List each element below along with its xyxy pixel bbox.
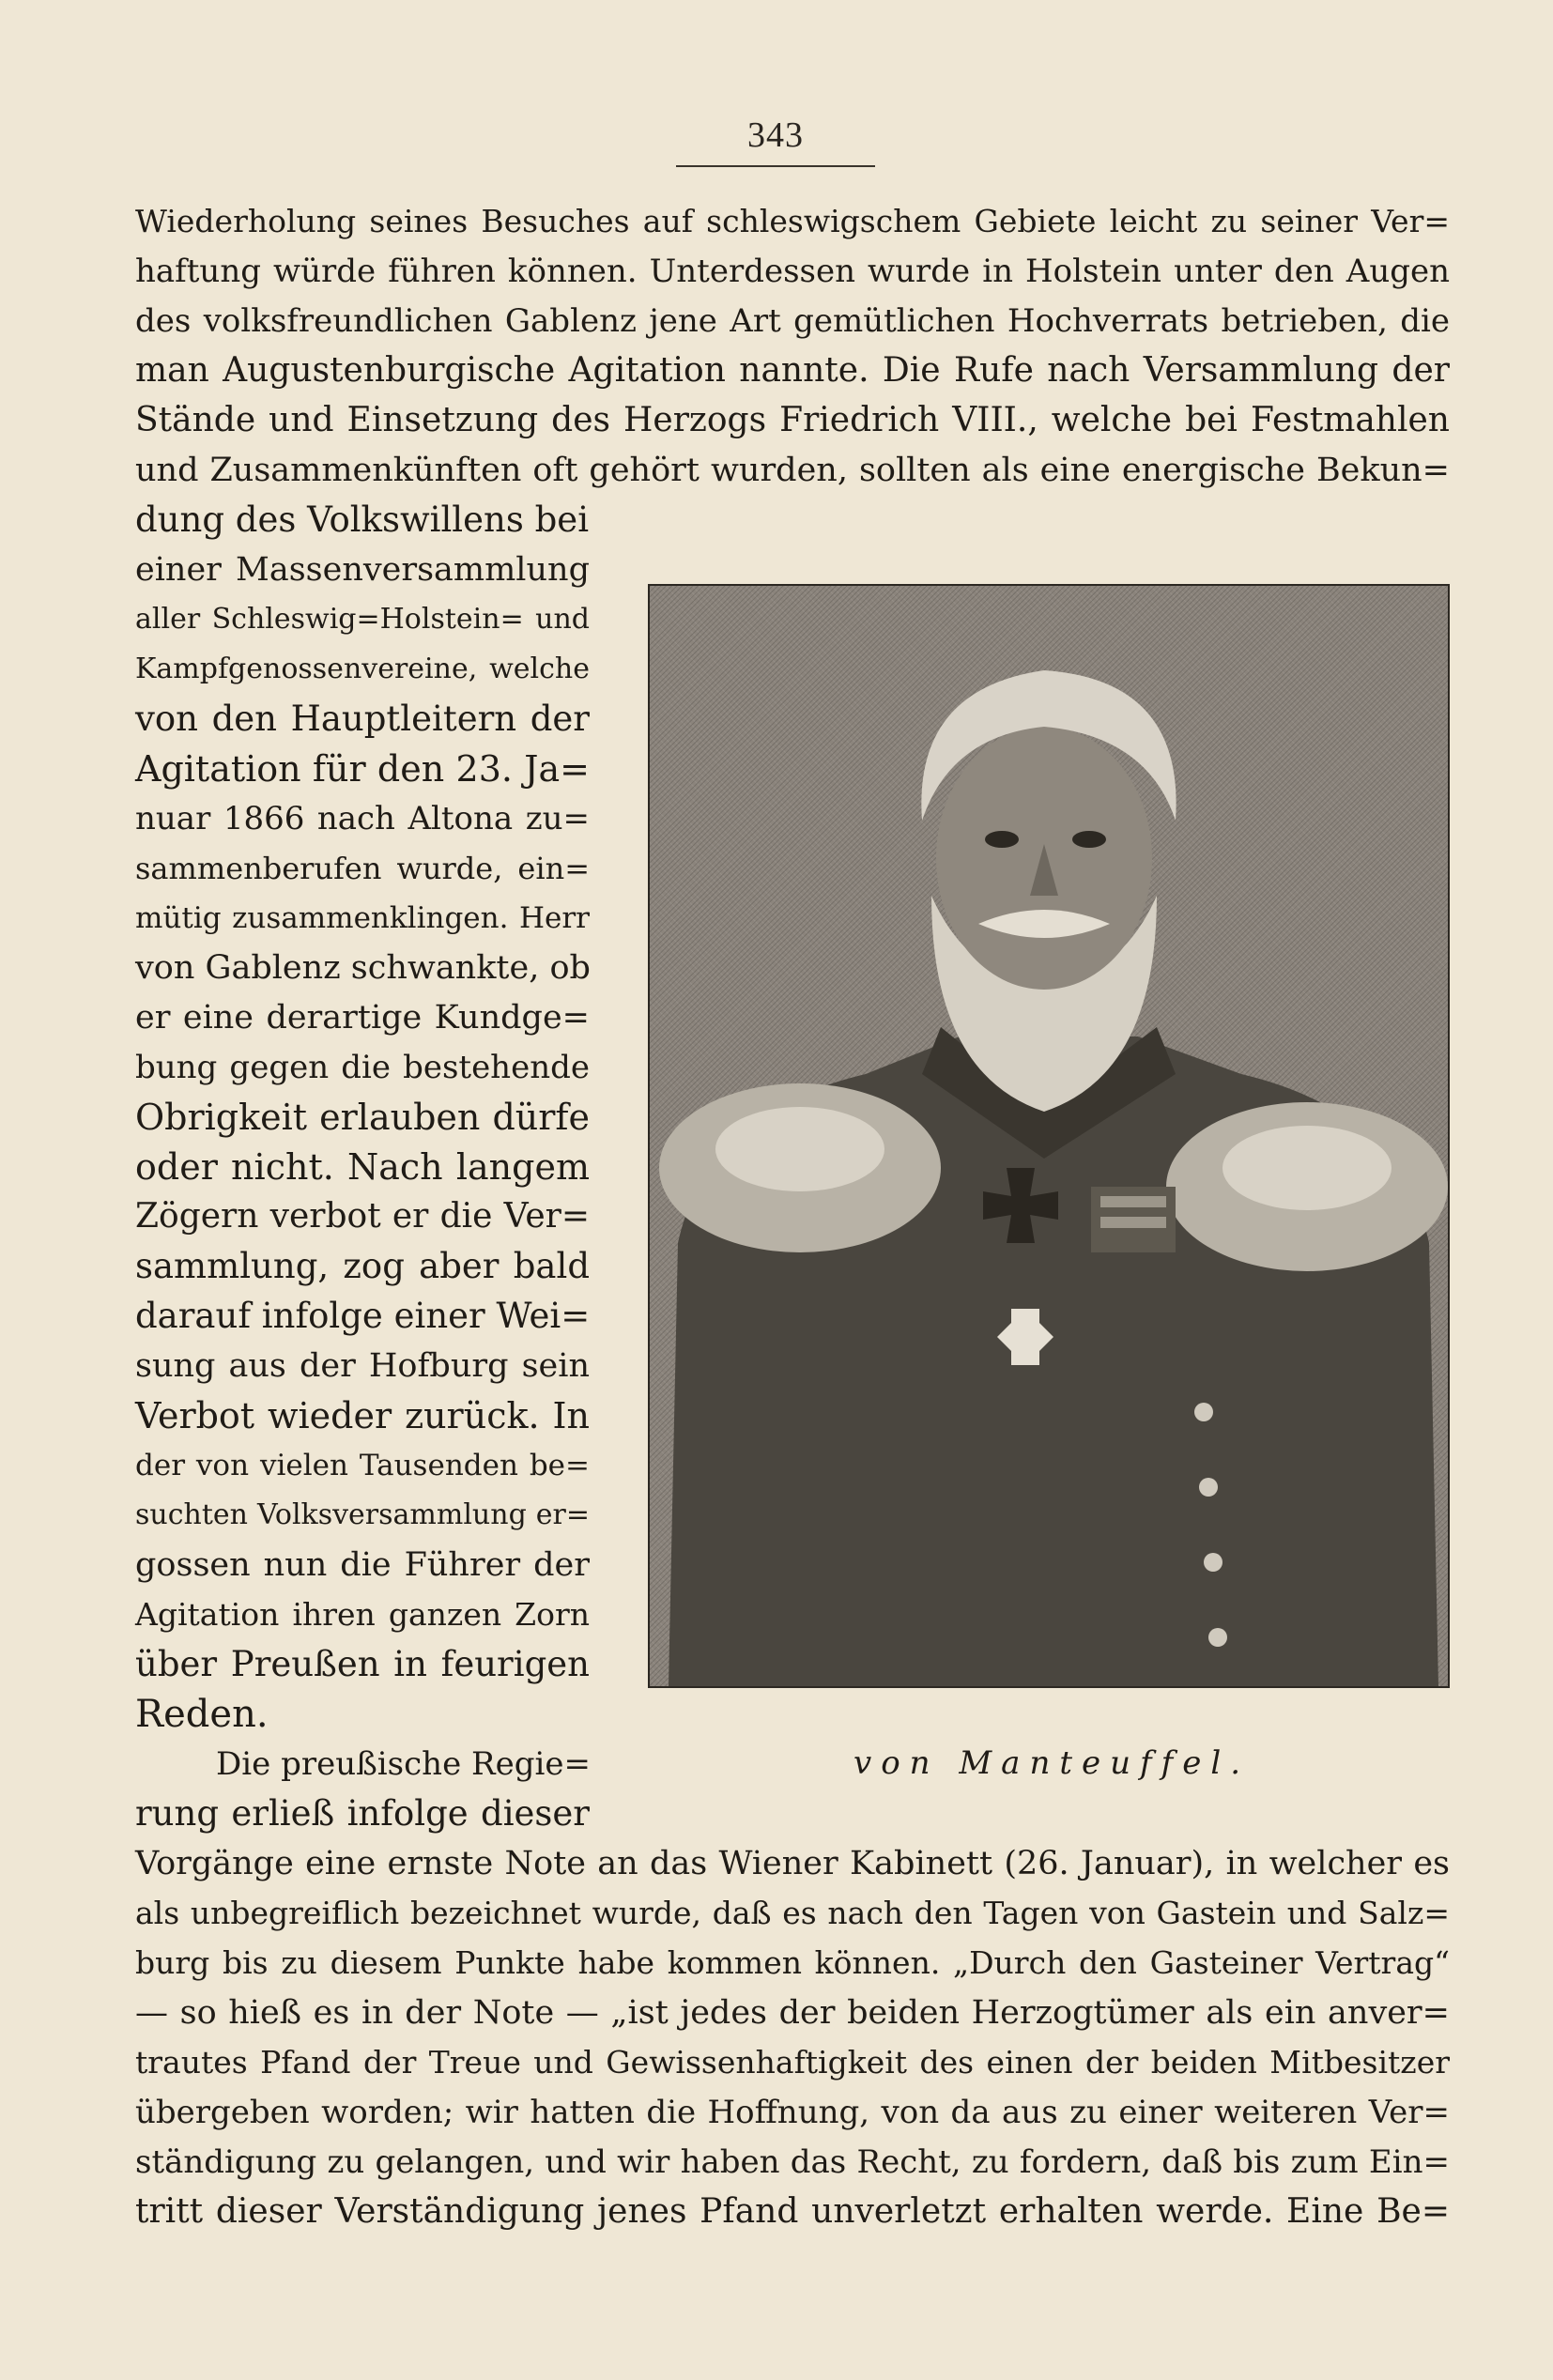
text-line: und Zusammenkünften oft gehört wurden, sollten als eine energische Bekun= [135, 452, 1450, 489]
text-line: nuar 1866 nach Altona zu= [135, 800, 590, 837]
text-line: man Augustenburgische Agitation nannte. Die Rufe nach Versammlung der [135, 351, 1450, 390]
text-line: mütig zusammenklingen. Herr [135, 901, 590, 935]
text-line: dung des Volkswillens bei [135, 499, 590, 540]
text-line: Obrigkeit erlauben dürfe [135, 1097, 590, 1138]
text-line: Stände und Einsetzung des Herzogs Friedrich VIII., welche bei Festmahlen [135, 401, 1450, 439]
text-line: von den Hauptleitern der [135, 699, 590, 739]
engraved-portrait-image [648, 584, 1450, 1688]
text-line: Kampfgenossenvereine, welche [135, 653, 590, 685]
portrait-caption: von Manteuffel. [853, 1744, 1251, 1782]
portrait-drawing [650, 586, 1448, 1686]
page-number: 343 [747, 115, 804, 155]
text-line: Die preußische Regie= [216, 1745, 591, 1783]
text-line: Vorgänge eine ernste Note an das Wiener Kabinett (26. Januar), in welcher es [135, 1845, 1450, 1882]
text-line: des volksfreundlichen Gablenz jene Art gemütlichen Hochverrats betrieben, die [135, 302, 1450, 340]
text-line: von Gablenz schwankte, ob [135, 949, 591, 987]
text-line: trautes Pfand der Treue und Gewissenhaftigkeit des einen der beiden Mitbesitzer [135, 2044, 1450, 2081]
text-line: einer Massenversammlung [135, 551, 590, 589]
text-line: tritt dieser Verständigung jenes Pfand unverletzt erhalten werde. Eine Be= [135, 2192, 1450, 2231]
text-line: bung gegen die bestehende [135, 1049, 590, 1086]
text-line: Verbot wieder zurück. In [135, 1395, 590, 1436]
text-line: suchten Volksversammlung er= [135, 1498, 590, 1531]
text-line: sung aus der Hofburg sein [135, 1347, 590, 1385]
text-line: haftung würde führen können. Unterdessen wurde in Holstein unter den Augen [135, 253, 1450, 290]
text-line: gossen nun die Führer der [135, 1546, 590, 1584]
text-line: der von vielen Tausenden be= [135, 1449, 590, 1482]
text-line: oder nicht. Nach langem [135, 1146, 590, 1188]
text-line: burg bis zu diesem Punkte habe kommen können. „Durch den Gasteiner Vertrag“ [135, 1944, 1450, 1981]
text-line: sammenberufen wurde, ein= [135, 851, 590, 886]
text-line: Wiederholung seines Besuches auf schleswigschem Gebiete leicht zu seiner Ver= [135, 203, 1450, 239]
text-line: übergeben worden; wir hatten die Hoffnung, von da aus zu einer weiteren Ver= [135, 2094, 1450, 2131]
text-line: Agitation ihren ganzen Zorn [135, 1596, 590, 1633]
text-line: Zögern verbot er die Ver= [135, 1197, 590, 1236]
text-line: — so hieß es in der Note — „ist jedes der beiden Herzogtümer als ein anver= [135, 1994, 1450, 2032]
text-line: über Preußen in feurigen [135, 1644, 590, 1684]
text-line: Reden. [135, 1693, 269, 1736]
header-rule [676, 165, 875, 167]
text-line: ständigung zu gelangen, und wir haben das Recht, zu fordern, daß bis zum Ein= [135, 2143, 1450, 2181]
text-line: als unbegreiflich bezeichnet wurde, daß es nach den Tagen von Gastein und Salz= [135, 1895, 1450, 1931]
text-line: aller Schleswig=Holstein= und [135, 603, 590, 636]
text-line: Agitation für den 23. Ja= [135, 748, 590, 790]
text-line: darauf infolge einer Wei= [135, 1296, 591, 1336]
text-line: sammlung, zog aber bald [135, 1246, 590, 1286]
text-line: er eine derartige Kundge= [135, 999, 590, 1036]
text-line: rung erließ infolge dieser [135, 1793, 590, 1834]
